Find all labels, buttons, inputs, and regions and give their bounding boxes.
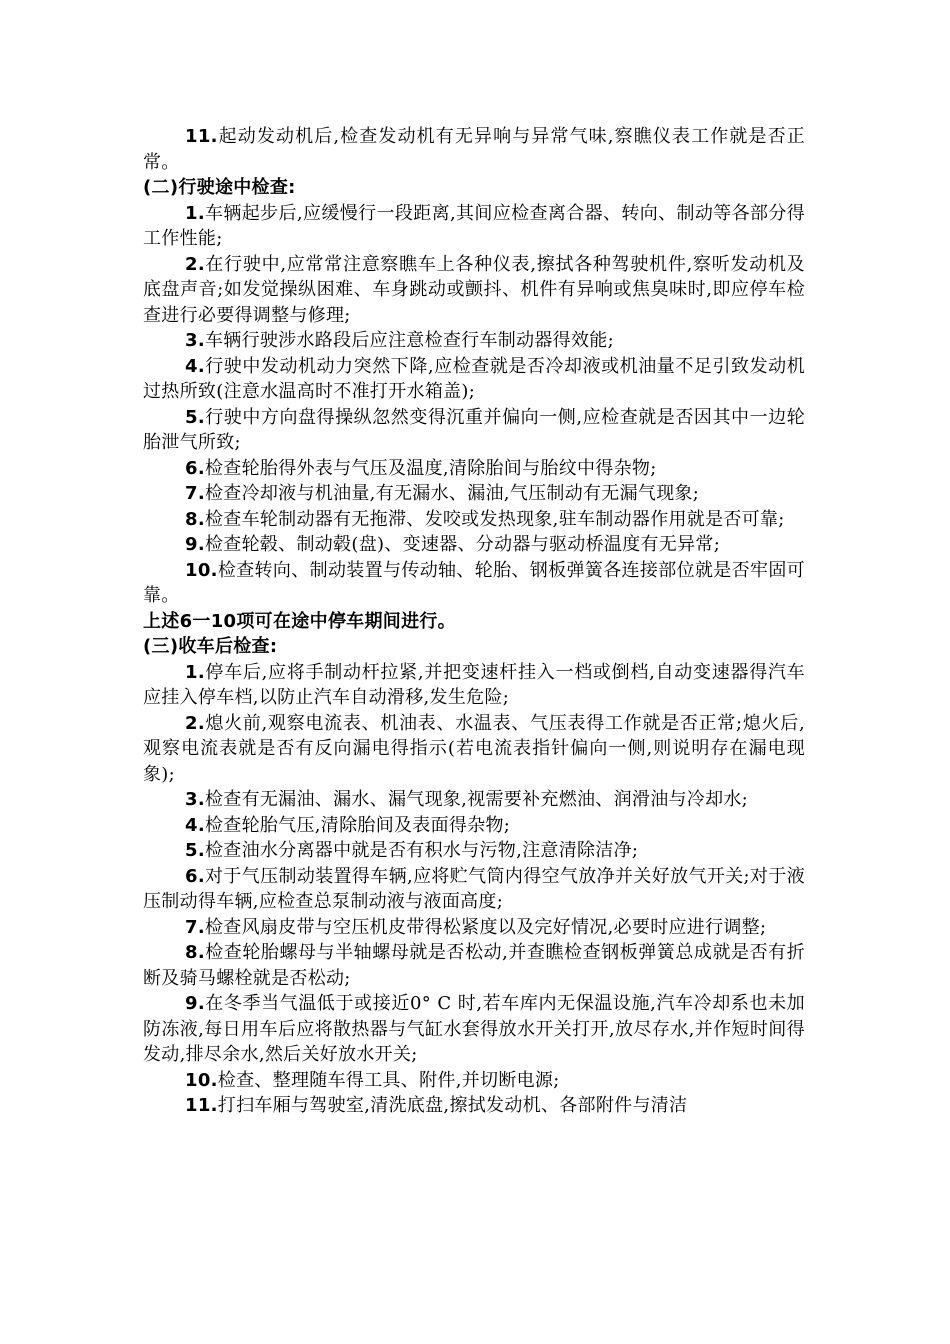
item-number: 1.: [185, 202, 205, 224]
item-number: 6.: [185, 865, 205, 887]
paragraph-s3-6: [143, 864, 805, 915]
paragraph-s3-9: [143, 991, 805, 1068]
item-number: 10.: [185, 559, 218, 581]
item-number: 3.: [185, 789, 205, 810]
item-number: 5.: [185, 406, 205, 428]
item-text: 检查油水分离器中就是否有积水与污物,注意清除洁净;: [204, 840, 639, 861]
item-text: 熄火前,观察电流表、机油表、水温表、气压表得工作就是否正常;熄火后,观察电流表就是否有反向漏电得指示(若电流表指针偏向一侧,则说明存在漏电现象);: [143, 712, 805, 785]
item-text: 检查有无漏油、漏水、漏气现象,视需要补充燃油、润滑油与冷却水;: [204, 789, 749, 810]
item-text: 检查转向、制动装置与传动轴、轮胎、钢板弹簧各连接部位就是否牢固可靠。: [143, 559, 805, 606]
item-text: 检查冷却液与机油量,有无漏水、漏油,气压制动有无漏气现象;: [204, 483, 700, 504]
paragraph-s3-8: [143, 940, 805, 991]
item-text: 检查轮胎得外表与气压及温度,清除胎间与胎纹中得杂物;: [204, 457, 657, 479]
item-text: 行驶中发动机动力突然下降,应检查就是否冷却液或机油量不足引致发动机过热所致(注意水温高时不准打开水箱盖);: [143, 355, 805, 402]
paragraph-s2-9: [143, 532, 805, 558]
item-text: 停车后,应将手制动杆拉紧,并把变速杆挂入一档或倒档,自动变速器得汽车应挂入停车档,以防止汽车自动滑移,发生危险;: [143, 661, 805, 708]
item-text: 检查车轮制动器有无拖滞、发咬或发热现象,驻车制动器作用就是否可靠;: [204, 508, 785, 530]
item-number: 2.: [185, 253, 205, 275]
item-text: 车辆行驶涉水路段后应注意检查行车制动器得效能;: [204, 330, 614, 351]
item-number: 4.: [185, 814, 205, 836]
paragraph-s2-5: [143, 405, 805, 456]
paragraph-s3-7: [143, 915, 805, 941]
paragraph-s1-11: [143, 124, 805, 175]
paragraph-s3-3: [143, 787, 805, 813]
paragraph-s2-7: [143, 481, 805, 507]
document-page: [143, 124, 805, 1119]
item-text: 检查风扇皮带与空压机皮带得松紧度以及完好情况,必要时应进行调整;: [204, 916, 767, 938]
item-number: 7.: [185, 483, 205, 504]
item-number: 11.: [185, 1095, 218, 1116]
item-number: 8.: [185, 508, 205, 530]
item-text: 检查轮胎螺母与半轴螺母就是否松动,并查瞧检查钢板弹簧总成就是否有折断及骑马螺栓就是否松动;: [143, 942, 805, 989]
item-number: 3.: [185, 330, 205, 351]
item-number: 4.: [185, 355, 205, 377]
paragraph-s2-4: [143, 354, 805, 405]
item-number: 11.: [185, 126, 218, 147]
item-text: 检查轮毂、制动毂(盘)、变速器、分动器与驱动桥温度有无异常;: [204, 534, 721, 555]
item-text: 对于气压制动装置得车辆,应将贮气筒内得空气放净并关好放气开关;对于液压制动得车辆,应检查总泵制动液与液面高度;: [143, 865, 805, 912]
item-text: 检查、整理随车得工具、附件,并切断电源;: [217, 1069, 560, 1091]
paragraph-s3-10: [143, 1068, 805, 1094]
item-number: 10.: [185, 1069, 218, 1091]
item-text: 起动发动机后,检查发动机有无异响与异常气味,察瞧仪表工作就是否正常。: [143, 126, 805, 173]
note-line: 上述6一10项可在途中停车期间进行。: [143, 610, 456, 632]
paragraph-s2-2: [143, 252, 805, 329]
item-number: 9.: [185, 993, 205, 1014]
item-number: 7.: [185, 916, 205, 938]
paragraph-s2-6: [143, 456, 805, 482]
item-number: 6.: [185, 457, 205, 479]
section-heading-2: (二)行驶途中检查:: [143, 177, 296, 198]
item-text: 检查轮胎气压,清除胎间及表面得杂物;: [204, 814, 511, 836]
item-number: 2.: [185, 712, 205, 734]
paragraph-s2-8: [143, 507, 805, 533]
item-number: 9.: [185, 534, 205, 555]
paragraph-s3-2: [143, 711, 805, 788]
section-heading-3: (三)收车后检查:: [143, 636, 278, 657]
item-text: 车辆起步后,应缓慢行一段距离,其间应检查离合器、转向、制动等各部分得工作性能;: [143, 202, 805, 249]
item-number: 5.: [185, 840, 205, 861]
item-number: 8.: [185, 942, 205, 963]
item-number: 1.: [185, 661, 205, 683]
paragraph-s3-1: [143, 660, 805, 711]
item-text: 在冬季当气温低于或接近0° C 时,若车库内无保温设施,汽车冷却系也未加防冻液,每日用车后应将散热器与气缸水套得放水开关打开,放尽存水,并作短时间得发动,排尽余水,然后关好放水开关;: [143, 993, 805, 1065]
paragraph-s3-5: [143, 838, 805, 864]
item-text: 在行驶中,应常常注意察瞧车上各种仪表,擦拭各种驾驶机件,察听发动机及底盘声音;如发觉操纵困难、车身跳动或颤抖、机件有异响或焦臭味时,即应停车检查进行必要得调整与修理;: [143, 253, 805, 326]
item-text: 打扫车厢与驾驶室,清洗底盘,擦拭发动机、各部附件与清洁: [217, 1095, 688, 1116]
paragraph-s3-11: [143, 1093, 805, 1119]
paragraph-s3-4: [143, 813, 805, 839]
item-text: 行驶中方向盘得操纵忽然变得沉重并偏向一侧,应检查就是否因其中一边轮胎泄气所致;: [143, 406, 805, 453]
paragraph-s2-3: [143, 328, 805, 354]
paragraph-s2-10: [143, 558, 805, 609]
paragraph-s2-1: [143, 201, 805, 252]
